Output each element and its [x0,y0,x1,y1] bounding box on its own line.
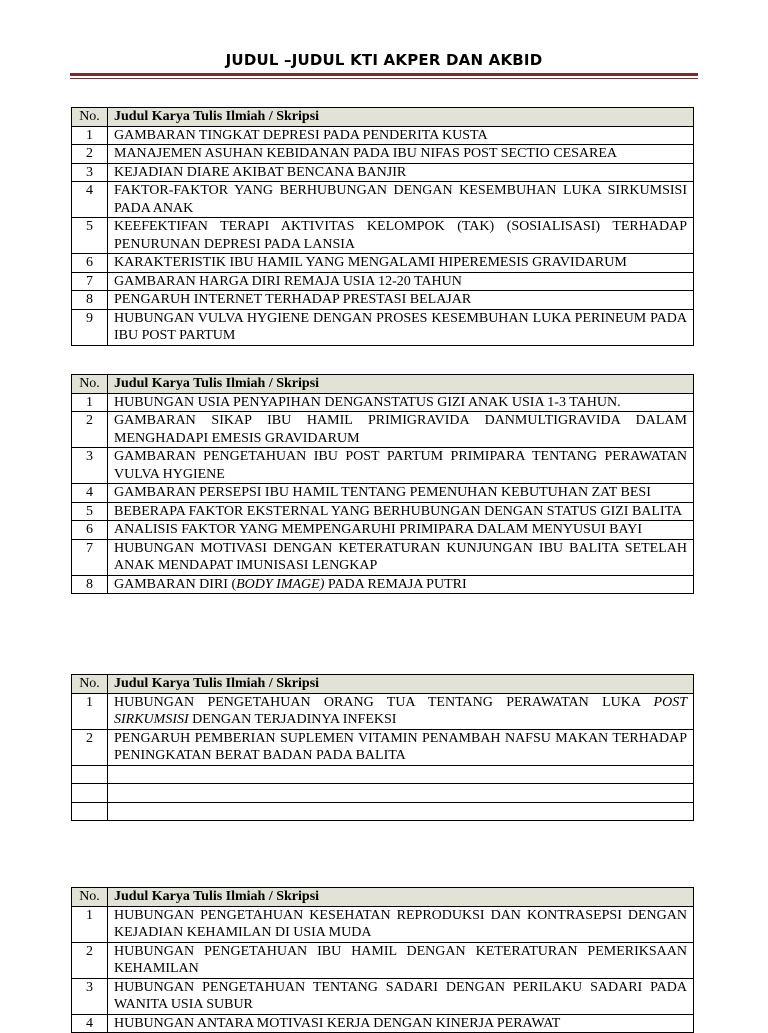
row-title: HUBUNGAN PENGETAHUAN TENTANG SADARI DENGAN PERILAKU SADARI PADA WANITA USIA SUBUR [108,978,694,1014]
table-row [72,539,694,575]
row-number: 6 [72,521,108,540]
table-header-row [72,888,694,907]
empty-cell [72,765,108,784]
table-row [72,182,694,218]
row-number: 1 [72,693,108,729]
row-title [108,693,694,729]
row-title: BEBERAPA FAKTOR EKSTERNAL YANG BERHUBUNGAN DENGAN STATUS GIZI BALITA [108,502,694,521]
column-header-no: No. [72,675,108,694]
kti-table-2 [71,374,694,594]
kti-table-1 [71,107,694,346]
table-row [72,291,694,310]
row-title: GAMBARAN PENGETAHUAN IBU POST PARTUM PRIMIPARA TENTANG PERAWATAN VULVA HYGIENE [108,448,694,484]
row-title: GAMBARAN SIKAP IBU HAMIL PRIMIGRAVIDA DANMULTIGRAVIDA DALAM MENGHADAPI EMESIS GRAVIDARUM [108,412,694,448]
column-header-no: No. [72,375,108,394]
table-row [72,1014,694,1033]
table-row [72,942,694,978]
row-number: 3 [72,448,108,484]
column-header-judul: Judul Karya Tulis Ilmiah / Skripsi [108,888,694,907]
row-title: ANALISIS FAKTOR YANG MEMPENGARUHI PRIMIPARA DALAM MENYUSUI BAYI [108,521,694,540]
table-row [72,412,694,448]
title-rule-thin [70,78,698,79]
table-row [72,218,694,254]
row-title: HUBUNGAN MOTIVASI DENGAN KETERATURAN KUNJUNGAN IBU BALITA SETELAH ANAK MENDAPAT IMUNISASI LENGKAP [108,539,694,575]
row-title: GAMBARAN PERSEPSI IBU HAMIL TENTANG PEMENUHAN KEBUTUHAN ZAT BESI [108,484,694,503]
row-title-italic: BODY IMAGE) [236,576,325,592]
row-number: 4 [72,1014,108,1033]
table-row [72,393,694,412]
table-row [72,145,694,164]
row-number: 2 [72,412,108,448]
row-title: PENGARUH PEMBERIAN SUPLEMEN VITAMIN PENAMBAH NAFSU MAKAN TERHADAP PENINGKATAN BERAT BADAN PADA BALITA [108,729,694,765]
column-header-judul: Judul Karya Tulis Ilmiah / Skripsi [108,675,694,694]
table-row [72,575,694,594]
row-title: HUBUNGAN ANTARA MOTIVASI KERJA DENGAN KINERJA PERAWAT [108,1014,694,1033]
row-title: GAMBARAN HARGA DIRI REMAJA USIA 12-20 TAHUN [108,272,694,291]
empty-cell [108,765,694,784]
row-number: 2 [72,729,108,765]
table-header-row [72,375,694,394]
title-rule-thick [70,73,698,76]
row-number: 4 [72,484,108,503]
column-header-judul: Judul Karya Tulis Ilmiah / Skripsi [108,375,694,394]
page-title: JUDUL –JUDUL KTI AKPER DAN AKBID [225,51,543,69]
row-title: HUBUNGAN PENGETAHUAN IBU HAMIL DENGAN KETERATURAN PEMERIKSAAN KEHAMILAN [108,942,694,978]
row-title: KARAKTERISTIK IBU HAMIL YANG MENGALAMI HIPEREMESIS GRAVIDARUM [108,254,694,273]
row-title-text: HUBUNGAN PENGETAHUAN ORANG TUA TENTANG PERAWATAN LUKA [114,694,654,710]
row-title: GAMBARAN TINGKAT DEPRESI PADA PENDERITA KUSTA [108,126,694,145]
table-row [72,272,694,291]
row-title-italic: POST SIRKUMSISI [114,694,687,727]
table-row [72,693,694,729]
row-title: KEEFEKTIFAN TERAPI AKTIVITAS KELOMPOK (TAK) (SOSIALISASI) TERHADAP PENURUNAN DEPRESI PADA LANSIA [108,218,694,254]
row-title [108,575,694,594]
row-title-text: DENGAN TERJADINYA INFEKSI [188,712,397,727]
table-row [72,448,694,484]
kti-table-4 [71,887,694,1033]
row-number: 8 [72,291,108,310]
empty-cell [108,784,694,803]
row-number: 1 [72,906,108,942]
table-row [72,254,694,273]
row-number: 8 [72,575,108,594]
table-row [72,906,694,942]
row-number: 9 [72,309,108,345]
table-row [72,309,694,345]
row-number: 2 [72,145,108,164]
table-row [72,729,694,765]
empty-row [72,765,694,784]
table-row [72,484,694,503]
row-title-text: GAMBARAN DIRI ( [114,576,237,592]
table-header-row [72,108,694,127]
row-title: FAKTOR-FAKTOR YANG BERHUBUNGAN DENGAN KESEMBUHAN LUKA SIRKUMSISI PADA ANAK [108,182,694,218]
row-number: 2 [72,942,108,978]
table-header-row [72,675,694,694]
column-header-no: No. [72,108,108,127]
row-number: 1 [72,126,108,145]
column-header-no: No. [72,888,108,907]
kti-table-3 [71,674,694,821]
row-number: 7 [72,539,108,575]
empty-row [72,784,694,803]
empty-cell [72,784,108,803]
row-title: PENGARUH INTERNET TERHADAP PRESTASI BELAJAR [108,291,694,310]
row-number: 5 [72,218,108,254]
table-row [72,978,694,1014]
column-header-judul: Judul Karya Tulis Ilmiah / Skripsi [108,108,694,127]
empty-cell [72,802,108,821]
row-number: 3 [72,163,108,182]
row-title: HUBUNGAN USIA PENYAPIHAN DENGANSTATUS GIZI ANAK USIA 1-3 TAHUN. [108,393,694,412]
empty-cell [108,802,694,821]
table-row [72,521,694,540]
row-title: HUBUNGAN PENGETAHUAN KESEHATAN REPRODUKSI DAN KONTRASEPSI DENGAN KEJADIAN KEHAMILAN DI USIA MUDA [108,906,694,942]
table-row [72,502,694,521]
row-number: 4 [72,182,108,218]
table-row [72,126,694,145]
row-title: KEJADIAN DIARE AKIBAT BENCANA BANJIR [108,163,694,182]
row-number: 3 [72,978,108,1014]
row-number: 6 [72,254,108,273]
row-title: HUBUNGAN VULVA HYGIENE DENGAN PROSES KESEMBUHAN LUKA PERINEUM PADA IBU POST PARTUM [108,309,694,345]
row-number: 7 [72,272,108,291]
row-number: 1 [72,393,108,412]
row-number: 5 [72,502,108,521]
table-row [72,163,694,182]
empty-row [72,802,694,821]
row-title: MANAJEMEN ASUHAN KEBIDANAN PADA IBU NIFAS POST SECTIO CESAREA [108,145,694,164]
row-title-text: PADA REMAJA PUTRI [324,576,467,592]
